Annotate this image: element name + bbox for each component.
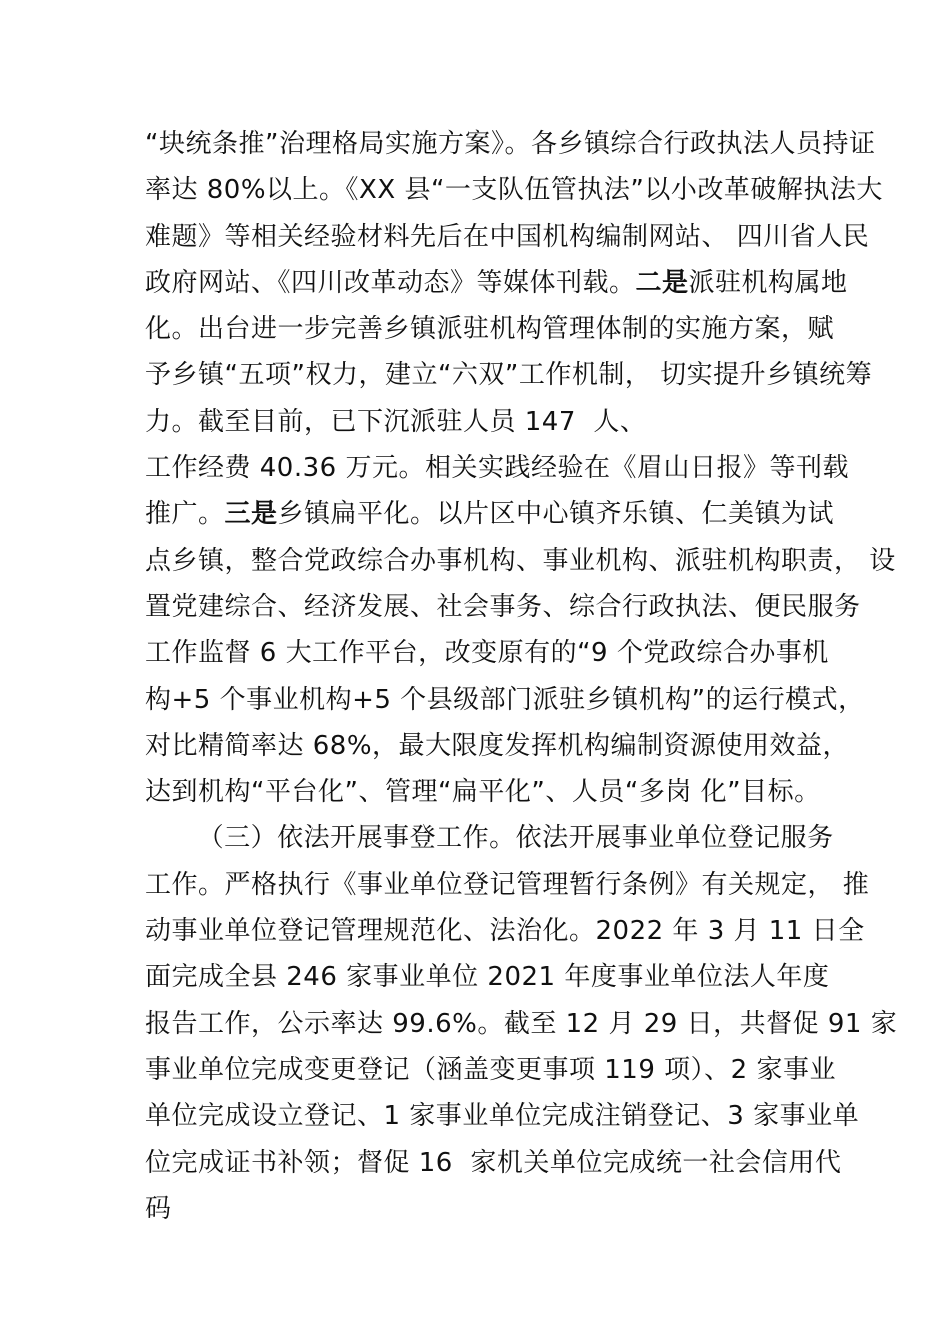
text-run: 位完成证书补领；督促 16 家机关单位完成统一社会信用代: [145, 1147, 842, 1178]
text-line: [145, 677, 865, 723]
text-line: [145, 908, 865, 954]
bold-emphasis: 三是: [224, 499, 278, 530]
text-line: [145, 121, 876, 167]
text-line: [145, 399, 825, 445]
text-run: 力。截至目前，已下沉派驻人员 147 人、: [145, 406, 647, 437]
text-line: [145, 214, 870, 260]
text-line: [145, 167, 883, 213]
text-run: 派驻机构属地: [688, 267, 848, 298]
text-line: [145, 1186, 825, 1232]
text-run: 乡镇扁平化。以片区中心镇齐乐镇、仁美镇为试: [277, 499, 835, 530]
text-line: [145, 862, 870, 908]
text-line: [145, 538, 896, 584]
text-line: [145, 723, 850, 769]
text-line: [145, 1001, 898, 1047]
text-line: [145, 1047, 836, 1093]
text-line: [145, 352, 873, 398]
text-line: [145, 954, 830, 1000]
text-run: （三）依法开展事登工作。依法开展事业单位登记服务: [145, 823, 834, 854]
text-line: [145, 491, 835, 537]
text-run: 工作经费 40.36 万元。相关实践经验在《眉山日报》等刊载: [145, 453, 849, 484]
text-line: [145, 260, 848, 306]
text-run: 工作监督 6 大工作平台，改变原有的“9 个党政综合办事机: [145, 638, 829, 669]
text-run: 动事业单位登记管理规范化、法治化。2022 年 3 月 11 日全: [145, 916, 865, 947]
text-run: 置党建综合、经济发展、社会事务、综合行政执法、便民服务: [145, 591, 861, 622]
text-run: 面完成全县 246 家事业单位 2021 年度事业单位法人年度: [145, 962, 830, 993]
text-line: [145, 1093, 860, 1139]
bold-emphasis: 二是: [635, 267, 689, 298]
document-body: [145, 121, 898, 1232]
text-line: [145, 584, 861, 630]
text-line: [145, 769, 825, 815]
text-run: 化。出台进一步完善乡镇派驻机构管理体制的实施方案，赋: [145, 314, 835, 345]
text-run: 政府网站、《四川改革动态》等媒体刊载。: [145, 267, 636, 298]
text-run: 点乡镇，整合党政综合办事机构、事业机构、派驻机构职责， 设: [145, 545, 896, 576]
text-run: 工作。严格执行《事业单位登记管理暂行条例》有关规定， 推: [145, 869, 870, 900]
text-line: [145, 815, 834, 861]
text-run: 达到机构“平台化”、管理“扁平化”、人员“多岗 化”目标。: [145, 777, 821, 808]
text-line: [145, 445, 849, 491]
text-run: 对比精简率达 68%，最大限度发挥机构编制资源使用效益，: [145, 730, 850, 761]
text-run: 事业单位完成变更登记（涵盖变更事项 119 项）、2 家事业: [145, 1054, 836, 1085]
text-line: [145, 630, 829, 676]
text-run: “块统条推”治理格局实施方案》。各乡镇综合行政执法人员持证: [145, 129, 876, 159]
text-run: 单位完成设立登记、1 家事业单位完成注销登记、3 家事业单: [145, 1101, 860, 1132]
text-line: [145, 1140, 842, 1186]
text-line: [145, 306, 835, 352]
text-run: 报告工作，公示率达 99.6%。截至 12 月 29 日，共督促 91 家: [145, 1008, 898, 1039]
text-run: 推广。: [145, 499, 225, 530]
text-run: 构+5 个事业机构+5 个县级部门派驻乡镇机构”的运行模式，: [145, 684, 865, 715]
text-run: 码: [145, 1193, 172, 1224]
text-run: 予乡镇“五项”权力，建立“六双”工作机制， 切实提升乡镇统筹: [145, 360, 873, 391]
text-run: 率达 80%以上。《XX 县“一支队伍管执法”以小改革破解执法大: [145, 175, 883, 206]
text-run: 难题》等相关经验材料先后在中国机构编制网站、 四川省人民: [145, 221, 870, 252]
